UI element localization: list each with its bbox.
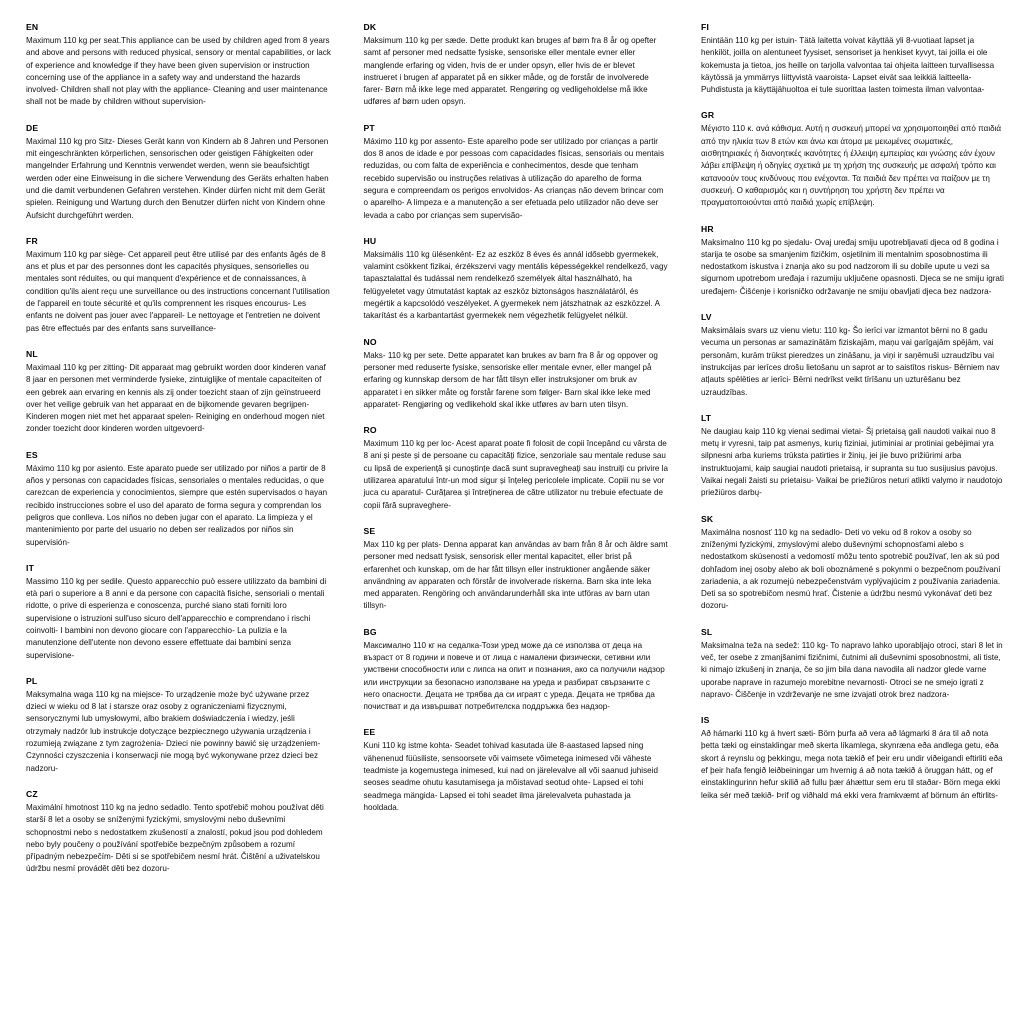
language-block-ro bbox=[364, 425, 669, 512]
language-code-fr: FR bbox=[26, 235, 38, 246]
language-block-fi bbox=[701, 22, 1006, 96]
language-block-dk bbox=[364, 22, 669, 109]
language-text-gr: Μέγιστο 110 κ. ανά κάθισμα. Αυτή η συσκευή μπορεί να χρησιμοποιηθεί από παιδιά από την ηλικία των 8 ετών και άνω και άτομα με μειωμένες σωματικές, αισθητηριακές ή διανοητικές ικανότητες ή έλλειψη εμπειρίας και γνώσης εάν έχουν λάβει επίβλεψη ή οδηγίες σχετικά με τη χρήση της συσκευής με ασφαλή τρόπο και κατανοούν τους κινδύνους που ενέχονται. Τα παιδιά δεν πρέπει να παίζουν με τη συσκευή. Ο καθαρισμός και η συντήρηση του χρήστη δεν πρέπει να πραγματοποιούνται από παιδιά χωρίς επίβλεψη. bbox=[701, 124, 1002, 208]
language-block-pt bbox=[364, 123, 669, 222]
language-text-bg: Максимално 110 кг на седалка-Този уред може да се използва от деца на възраст от 8 години и повече и от лица с намалени физически, сетивни или умствени способности или с липса на опит и познания, ако са получили надзор или инструкции за безопасно използване на уреда и разбират свързаните с него опасности. Децата не трябва да си играят с уреда. Децата не трябва да почистват и да извършват потребителска поддръжка без надзор- bbox=[363, 640, 665, 712]
language-code-bg: BG bbox=[363, 626, 377, 637]
language-code-fi: FI bbox=[701, 22, 710, 32]
language-block-de bbox=[26, 123, 331, 222]
language-text-lv: Maksimālais svars uz vienu vietu: 110 kg- Šo ierīci var izmantot bērni no 8 gadu vecuma un personas ar samazinātām fiziskajām, maņu vai garīgajām spējām, vai personām, kurām trūkst pieredzes un zināšanu, ja viņi ir saņēmuši uzraudzību vai instrukcijas par ierīces drošu lietošanu un saprot ar to saistītos riskus- Bērniem nav atļauts spēlēties ar ierīci- Bērni nedrīkst veikt tīrīšanu un uzturēšanu bez uzraudzības. bbox=[701, 326, 1000, 397]
language-block-lv bbox=[701, 312, 1006, 399]
language-text-ee: Kuni 110 kg istme kohta- Seadet tohivad kasutada üle 8-aastased lapsed ning vähenenud füüsiliste, sensoorsete või vaimsete võimetega inimesed või väheste teadmiste ja kogemustega inimesed, kui nad on järelevalve all või saanud juhiseid seoses seadme ohutu kasutamisega ja mõistavad seotud ohte- Lapsed ei tohi seadmega mängida- Lapsed ei tohi seadet ilma järelevalveta puhastada ja hooldada. bbox=[363, 741, 658, 812]
language-block-fr bbox=[26, 236, 331, 335]
language-block-en bbox=[26, 22, 331, 109]
language-code-ee: EE bbox=[363, 727, 376, 738]
language-code-is: IS bbox=[701, 715, 710, 726]
language-block-cz bbox=[26, 789, 331, 876]
language-text-fr: Maximum 110 kg par siège- Cet appareil peut être utilisé par des enfants âgés de 8 ans et plus et par des personnes dont les capacités physiques, sensorielles ou mentales sont réduites, ou qui manquent d'expérience et de connaissances, à condition qu'ils aient reçu une surveillance ou des instructions concernant l'utilisation de l'appareil en toute sécurité et qu'ils comprennent les risques encourus- Les enfants ne doivent pas jouer avec l'appareil- Le nettoyage et l'entretien ne doivent pas être effectués par des enfants sans surveillance- bbox=[26, 249, 330, 333]
language-text-it: Massimo 110 kg per sedile. Questo apparecchio può essere utilizzato da bambini di età pari o superiore a 8 anni e da persone con capacità fisiche, sensoriali o mentali ridotte, o prive di esperienza e conoscenza, purché siano stati forniti loro supervisione o istruzioni sull'uso sicuro dell'apparecchio e comprendano i rischi coinvolti- I bambini non devono giocare con l'apparecchio- La pulizia e la manutenzione dell'utente non devono essere effettuate dai bambini senza supervisione- bbox=[26, 576, 327, 660]
language-text-lt: Ne daugiau kaip 110 kg vienai sedimai vietai- Šį prietaisą gali naudoti vaikai nuo 8 metų ir vyresni, taip pat asmenys, kurių fiziniai, jutiminiai ar protiniai gebėjimai yra silpnesni arba kuriems trūksta patirties ir žinių, jei jie buvo prižiūrimi arba instruktuojami, kaip saugiai naudoti prietaisą, ir supranta su tuo susijusius pavojus. Vaikai negali žaisti su prietaisu- Vaikai be priežiūros neturi atlikti valymo ir naudotojo priežiūros darbų- bbox=[701, 426, 1003, 498]
language-block-is bbox=[701, 715, 1006, 802]
language-block-es bbox=[26, 450, 331, 549]
language-block-ee bbox=[364, 727, 669, 814]
language-code-pl: PL bbox=[26, 675, 38, 686]
language-code-it: IT bbox=[26, 562, 35, 573]
language-text-sk: Maximálna nosnosť 110 kg na sedadlo- Deti vo veku od 8 rokov a osoby so zníženými fyzickými, zmyslovými alebo duševnými schopnosťami alebo s nedostatkom skúseností a vedomostí môžu tento spotrebič používať, len ak sú pod dohľadom inej osoby alebo ak boli oboznámené s pokynmi o bezpečnom používaní zariadenia, a ak rozumejú nebezpečenstvám vyplývajúcim z používania zariadenia. Deti sa so spotrebičom nesmú hrať. Čistenie a údržbu nesmú vykonávať deti bez dozoru- bbox=[701, 527, 1001, 611]
language-text-se: Max 110 kg per plats- Denna apparat kan användas av barn från 8 år och äldre samt personer med nedsatt fysisk, sensorisk eller mental kapacitet, eller brist på erfarenhet och kunskap, om de har fått tillsyn eller instruktioner angående säker användning av apparaten och förstår de involverade riskerna. Barn ska inte leka med apparaten. Rengöring och användarunderhåll ska inte utföras av barn utan tillsyn- bbox=[363, 539, 668, 611]
language-block-sk bbox=[701, 514, 1006, 613]
language-text-hu: Maksimális 110 kg ülésenként- Ez az eszköz 8 éves és annál idősebb gyermekek, valamint csökkent fizikai, érzékszervi vagy mentális képességekkel rendelkező, vagy tapasztalattal és tudással nem rendelkező személyek által használható, ha felügyeletet vagy útmutatást kaptak az eszköz biztonságos használatáról, és megértik a kapcsolódó veszélyeket. A gyermekek nem játszhatnak az eszközzel. A takarítást és a karbantartást gyermekek nem végezhetik felügyelet nélkül. bbox=[363, 249, 668, 321]
language-code-hu: HU bbox=[363, 235, 377, 246]
language-block-hu bbox=[364, 236, 669, 323]
language-text-en: Maximum 110 kg per seat.This appliance can be used by children aged from 8 years and above and persons with reduced physical, sensory or mental capabilities, or lack of experience and knowledge if they have been given supervision or instruction concerning use of the appliance in a safety way and understand the hazards involved- Children shall not play with the appliance- Cleaning and user maintenance shall not be made by children without supervision- bbox=[26, 36, 331, 107]
language-block-it bbox=[26, 563, 331, 662]
language-block-hr bbox=[701, 224, 1006, 298]
language-code-gr: GR bbox=[701, 110, 715, 121]
language-code-cz: CZ bbox=[26, 788, 38, 799]
language-block-sl bbox=[701, 627, 1006, 701]
language-block-lt bbox=[701, 413, 1006, 500]
language-text-de: Maximal 110 kg pro Sitz- Dieses Gerät kann von Kindern ab 8 Jahren und Personen mit eingeschränkten körperlichen, sensorischen oder geistigen Fähigkeiten oder mangelnder Erfahrung und Kenntnis verwendet werden, wenn sie beaufsichtigt werden oder eine Einweisung in die sichere Verwendung des Geräts erhalten haben und die damit verbundenen Gefahren verstehen. Kinder dürfen nicht mit dem Gerät spielen. Reinigung und Wartung durch den Benutzer dürfen nicht von Kindern ohne Aufsicht durchgeführt werden. bbox=[26, 136, 329, 220]
language-code-ro: RO bbox=[363, 425, 377, 436]
language-block-gr bbox=[701, 110, 1006, 209]
language-code-se: SE bbox=[363, 525, 376, 536]
language-code-en: EN bbox=[26, 22, 39, 32]
language-text-fi: Enintään 110 kg per istuin- Tätä laitetta voivat käyttää yli 8-vuotiaat lapset ja henkilöt, joilla on alentuneet fyysiset, sensoriset ja henkiset kyvyt, tai joilla ei ole kokemusta ja tietoa, jos heille on tarjolla valvontaa tai ohjeita laitteen turvallisessa käytössä ja ymmärrys liittyvistä vaaroista- Lapset eivät saa leikkiä laitteella- Puhdistusta ja käyttäjähuoltoa ei tule suorittaa lasten toimesta ilman valvontaa- bbox=[701, 36, 995, 95]
language-text-nl: Maximaal 110 kg per zitting- Dit apparaat mag gebruikt worden door kinderen vanaf 8 jaar en personen met verminderde fysieke, zintuiglijke of mentale capaciteiten of een gebrek aan ervaring en kennis als zij onder toezicht staan of zijn geïnstrueerd over het veilige gebruik van het apparaat en de bijkomende gevaren begrijpen- Kinderen mogen niet met het apparaat spelen- Reiniging en onderhoud mogen niet zonder toezicht door kinderen worden uitgevoerd- bbox=[26, 362, 326, 434]
language-text-no: Maks- 110 kg per sete. Dette apparatet kan brukes av barn fra 8 år og oppover og personer med reduserte fysiske, sensoriske eller mentale evner, eller mangel på erfaring og kunnskap dersom de har fått tilsyn eller instruksjoner om bruk av apparatet i en sikker måte og forstår farene som følger- Barn skal ikke leke med apparatet- Rengjøring og vedlikehold skal ikke utføres av barn uten tilsyn. bbox=[363, 350, 658, 409]
language-code-es: ES bbox=[26, 449, 38, 460]
language-text-sl: Maksimalna teža na sedež: 110 kg- To napravo lahko uporabljajo otroci, stari 8 let in več, ter osebe z zmanjšanimi fizičnimi, čutnimi ali duševnimi sposobnostmi, ali tiste, ki nimajo izkušenj in znanja, če so jim bila dana navodila ali nadzor glede varne uporabe naprave in razumejo morebitne nevarnosti- Otroci se ne smejo igrati z napravo- Čiščenje in vzdrževanje ne sme izvajati otrok brez nadzora- bbox=[701, 640, 1003, 699]
language-code-pt: PT bbox=[363, 122, 375, 133]
language-block-pl bbox=[26, 676, 331, 775]
language-code-dk: DK bbox=[363, 22, 377, 32]
language-code-hr: HR bbox=[701, 223, 714, 234]
language-text-pl: Maksymalna waga 110 kg na miejsce- To urządzenie może być używane przez dzieci w wieku od 8 lat i starsze oraz osoby z ograniczeniami fizycznymi, sensorycznymi lub umysłowymi, albo brakiem doświadczenia i wiedzy, jeśli otrzymały nadzór lub instrukcje dotyczące bezpiecznego używania urządzenia i rozumieją związane z tym zagrożenia- Dzieci nie powinny bawić się urządzeniem- Czynności czyszczenia i konserwacji nie mogą być wykonywane przez dzieci bez nadzoru- bbox=[26, 689, 321, 773]
language-code-sl: SL bbox=[701, 626, 713, 637]
language-text-cz: Maximální hmotnost 110 kg na jedno sedadlo. Tento spotřebič mohou používat děti starší 8 let a osoby se sníženými fyzickými, smyslovými nebo duševními schopnostmi nebo s nedostatkem zkušeností a znalostí, pokud jsou pod dohledem nebo byly poučeny o používání spotřebiče bezpečným způsobem a rozumí případným nebezpečím- Děti si se spotřebičem nesmí hrát. Čištění a uživatelskou údržbu nesmí provádět děti bez dozoru- bbox=[26, 802, 324, 874]
language-block-nl bbox=[26, 349, 331, 436]
language-text-hr: Maksimalno 110 kg po sjedalu- Ovaj uređaj smiju upotrebljavati djeca od 8 godina i starija te osobe sa smanjenim fizičkim, osjetilnim ili mentalnim sposobnostima ili nedostatkom iskustva i znanja ako su pod nadzorom ili su dobile upute u vezi sa sigurnom upotrebom uređaja i razumiju uključene opasnosti. Djeca se ne smiju igrati uređajem- Čišćenje i korisničko održavanje ne smiju obavljati djeca bez nadzora- bbox=[701, 237, 1004, 296]
language-code-no: NO bbox=[363, 336, 377, 347]
language-block-se bbox=[364, 526, 669, 613]
language-code-nl: NL bbox=[26, 348, 38, 359]
language-code-lt: LT bbox=[701, 412, 712, 423]
language-code-sk: SK bbox=[701, 513, 714, 524]
language-text-ro: Maximum 110 kg per loc- Acest aparat poate fi folosit de copii începând cu vârsta de 8 ani și peste și de persoane cu capacități fizice, senzoriale sau mentale reduse sau cu lipsă de experiență și cunoștințe dacă sunt supravegheați sau instruiți cu privire la utilizarea aparatului într-un mod sigur și înțeleg pericolele implicate. Copiii nu se vor juca cu aparatul- Curățarea și întreținerea de către utilizator nu trebuie efectuate de copii fără supraveghere- bbox=[363, 439, 669, 510]
language-text-is: Að hámarki 110 kg á hvert sæti- Börn þurfa að vera að lágmarki 8 ára til að nota þetta tæki og einstaklingar með skerta líkamlega, skynræna eða andlega getu, eða skort á reynslu og þekkingu, mega nota tækið ef þeir eru undir viðeigandi eftirliti eða ef þeir hafa fengið leiðbeiningar um hvernig á að nota tækið á öruggan hátt, og ef einstaklingurinn hefur skilið að fullu þær áhættur sem eru til staðar- Börn mega ekki leika sér með tækið- Þrif og viðhald má ekki vera framkvæmt af börnum án eftirlits- bbox=[701, 729, 1003, 800]
language-column-3 bbox=[701, 22, 1006, 816]
language-text-es: Máximo 110 kg por asiento. Este aparato puede ser utilizado por niños a partir de 8 años y personas con capacidades físicas, sensoriales o mentales reducidas, o que carezcan de experiencia y conocimientos, siempre que estén supervisados o hayan recibido instrucciones sobre el uso del aparato de forma segura y comprendan los peligros que conlleva. Los niños no deben jugar con el aparato. La limpieza y el mantenimiento por parte del usuario no deben ser realizados por niños sin supervisión- bbox=[26, 463, 328, 547]
language-text-pt: Máximo 110 kg por assento- Este aparelho pode ser utilizado por crianças a partir dos 8 anos de idade e por pessoas com capacidades físicas, sensoriais ou mentais reduzidas, ou com falta de experiência e conhecimentos, desde que tenham recebido supervisão ou instruções relativas à utilização do aparelho de forma segura e compreendam os perigos envolvidos- As crianças não devem brincar com o aparelho- A limpeza e a manutenção a ser efetuada pelo utilizador não deve ser levada a cabo por crianças sem supervisão- bbox=[363, 136, 664, 220]
language-column-1 bbox=[26, 22, 331, 890]
language-code-de: DE bbox=[26, 122, 39, 133]
language-block-bg bbox=[364, 627, 669, 714]
language-column-2 bbox=[364, 22, 669, 828]
language-block-no bbox=[364, 337, 669, 411]
language-text-dk: Maksimum 110 kg per sæde. Dette produkt kan bruges af børn fra 8 år og opefter samt af personer med nedsatte fysiske, sensoriske eller mentale evner eller manglende erfaring og viden, hvis de er under opsyn, eller hvis de er blevet instrueret i brugen af apparatet på en sikker måde, og de forstår de involverede farer- Børn må ikke lege med apparatet. Rengøring og vedligeholdelse må ikke udføres af børn uden opsyn. bbox=[363, 36, 657, 107]
language-code-lv: LV bbox=[701, 312, 712, 323]
